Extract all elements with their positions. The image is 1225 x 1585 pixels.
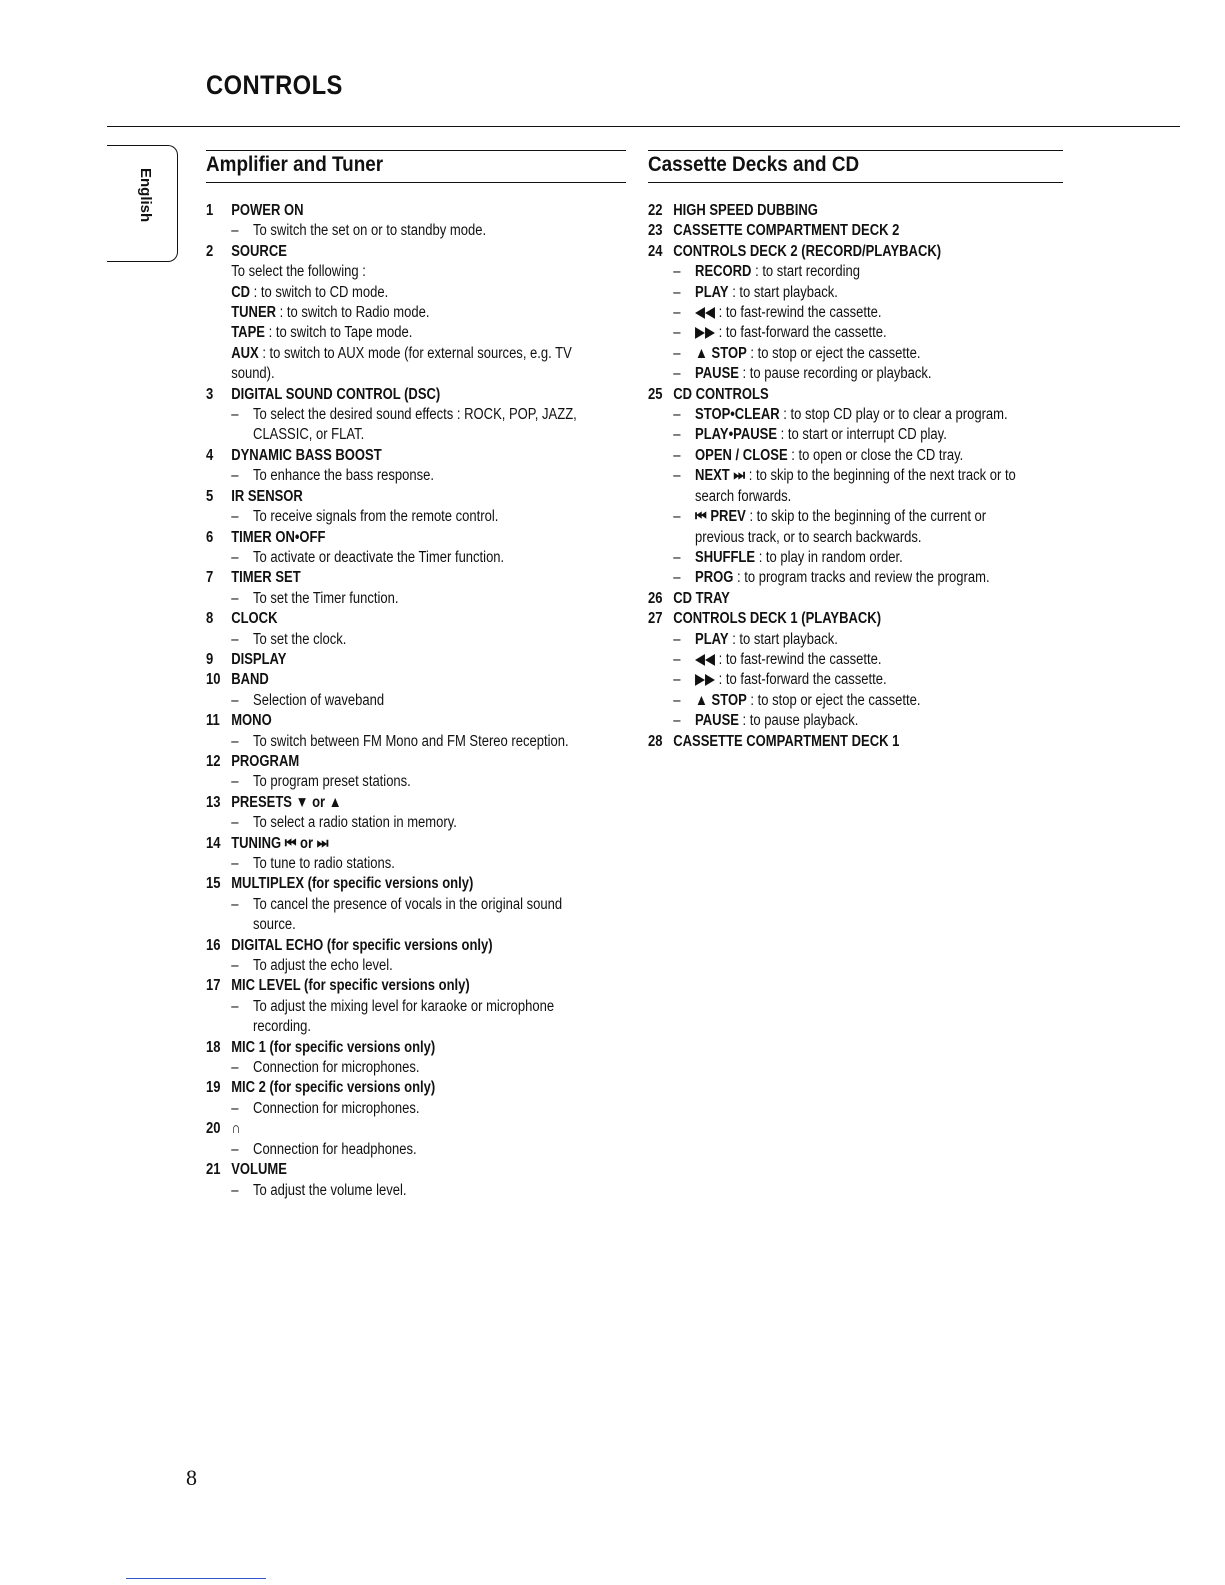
control-desc: search forwards.: [695, 487, 792, 505]
control-desc: – To cancel the presence of vocals in the original sound: [231, 895, 563, 913]
cassette-cd-section: [648, 150, 1063, 752]
control-desc: – PLAY : to start playback.: [673, 283, 838, 301]
control-item-17: 17 MIC LEVEL (for specific versions only): [206, 977, 470, 995]
control-item-10: 10 BAND: [206, 671, 269, 689]
control-item-26: 26 CD TRAY: [648, 589, 730, 607]
control-desc: source.: [253, 916, 296, 934]
page-title: CONTROLS: [206, 70, 343, 100]
control-item-15: 15 MULTIPLEX (for specific versions only): [206, 875, 474, 893]
control-item-24: 24 CONTROLS DECK 2 (RECORD/PLAYBACK): [648, 242, 942, 260]
control-item-7: 7 TIMER SET: [206, 569, 301, 587]
control-item-4: 4 DYNAMIC BASS BOOST: [206, 446, 382, 464]
control-item-1: 1 POWER ON: [206, 202, 304, 219]
control-item-22: 22 HIGH SPEED DUBBING: [648, 202, 818, 219]
control-desc: – To switch between FM Mono and FM Stereo reception.: [231, 732, 569, 750]
control-item-23: 23 CASSETTE COMPARTMENT DECK 2: [648, 222, 900, 240]
control-desc: – RECORD : to start recording: [673, 263, 861, 281]
control-item-9: 9 DISPLAY: [206, 650, 287, 668]
control-item-6: 6 TIMER ON•OFF: [206, 528, 326, 546]
control-item-20: 20 ∩: [206, 1120, 241, 1138]
control-desc: previous track, or to search backwards.: [695, 528, 922, 546]
control-desc: – ▶▶ : to fast-forward the cassette.: [673, 324, 887, 342]
control-item-14: 14 TUNING ⏮ or ⏭: [206, 834, 329, 852]
control-desc: – STOP•CLEAR : to stop CD play or to clear a program.: [673, 406, 1008, 424]
fast-forward-icon: ▶▶: [695, 324, 716, 342]
rewind-icon: ◀◀: [695, 304, 716, 322]
control-desc: – ▲ STOP : to stop or eject the cassette.: [673, 344, 921, 362]
control-desc: – OPEN / CLOSE : to open or close the CD tray.: [673, 446, 964, 464]
control-desc: TUNER : to switch to Radio mode.: [231, 304, 430, 322]
control-desc: sound).: [231, 365, 275, 383]
section-heading: Amplifier and Tuner: [206, 150, 626, 183]
control-item-5: 5 IR SENSOR: [206, 487, 303, 505]
control-desc: – To switch the set on or to standby mode.: [231, 222, 487, 240]
headphones-icon: ∩: [231, 1120, 241, 1138]
control-desc: – To enhance the bass response.: [231, 467, 435, 485]
control-desc: – SHUFFLE : to play in random order.: [673, 548, 903, 566]
control-desc: – PAUSE : to pause playback.: [673, 712, 859, 730]
control-desc: CD : to switch to CD mode.: [231, 283, 389, 301]
control-desc: – To activate or deactivate the Timer function.: [231, 548, 505, 566]
amplifier-tuner-section: [206, 150, 626, 1201]
control-desc: To select the following :: [231, 263, 366, 281]
language-tab-label: English: [137, 168, 154, 223]
control-item-18: 18 MIC 1 (for specific versions only): [206, 1038, 436, 1056]
control-desc: CLASSIC, or FLAT.: [253, 426, 365, 444]
control-item-12: 12 PROGRAM: [206, 752, 300, 770]
control-item-19: 19 MIC 2 (for specific versions only): [206, 1079, 436, 1097]
title-divider: [107, 126, 1180, 127]
control-desc: – ▲ STOP : to stop or eject the cassette.: [673, 691, 921, 709]
control-item-2: 2 SOURCE: [206, 242, 287, 260]
control-item-13: 13 PRESETS ▼ or ▲: [206, 793, 342, 811]
control-desc: – To select the desired sound effects : ROCK, POP, JAZZ,: [231, 406, 577, 424]
control-desc: – Connection for microphones.: [231, 1099, 420, 1117]
control-item-27: 27 CONTROLS DECK 1 (PLAYBACK): [648, 610, 882, 628]
control-desc: TAPE : to switch to Tape mode.: [231, 324, 413, 342]
control-desc: AUX : to switch to AUX mode (for external sources, e.g. TV: [231, 344, 572, 362]
control-desc: – Connection for microphones.: [231, 1059, 420, 1077]
control-desc: – Selection of waveband: [231, 691, 385, 709]
control-item-25: 25 CD CONTROLS: [648, 385, 769, 403]
control-desc: – To select a radio station in memory.: [231, 814, 457, 832]
control-desc: – To adjust the echo level.: [231, 957, 393, 975]
language-tab: [107, 145, 178, 262]
control-desc: – Connection for headphones.: [231, 1140, 417, 1158]
footer-rule: [126, 1578, 266, 1579]
control-desc: – PAUSE : to pause recording or playback.: [673, 365, 932, 383]
control-desc: – NEXT ⏭ : to skip to the beginning of the next track or to: [673, 467, 1016, 485]
control-desc: – ◀◀ : to fast-rewind the cassette.: [673, 650, 882, 668]
control-desc: – PLAY•PAUSE : to start or interrupt CD play.: [673, 426, 947, 444]
control-desc: – To adjust the volume level.: [231, 1181, 407, 1199]
control-item-21: 21 VOLUME: [206, 1161, 287, 1179]
control-desc: – To set the clock.: [231, 630, 347, 648]
control-item-8: 8 CLOCK: [206, 610, 278, 628]
control-desc: – ◀◀ : to fast-rewind the cassette.: [673, 304, 882, 322]
control-desc: – ⏮ PREV : to skip to the beginning of the current or: [673, 508, 987, 526]
control-item-16: 16 DIGITAL ECHO (for specific versions only): [206, 936, 493, 954]
page-number: 8: [186, 1465, 197, 1490]
control-item-11: 11 MONO: [206, 712, 272, 730]
control-desc: – To receive signals from the remote control.: [231, 508, 499, 526]
control-desc: – To program preset stations.: [231, 773, 411, 791]
rewind-icon: ◀◀: [695, 650, 716, 668]
control-desc: – PROG : to program tracks and review the program.: [673, 569, 990, 587]
section-heading: Cassette Decks and CD: [648, 150, 1063, 183]
control-desc: – To set the Timer function.: [231, 589, 399, 607]
fast-forward-icon: ▶▶: [695, 671, 716, 689]
control-item-28: 28 CASSETTE COMPARTMENT DECK 1: [648, 732, 900, 750]
control-desc: – ▶▶ : to fast-forward the cassette.: [673, 671, 887, 689]
control-item-3: 3 DIGITAL SOUND CONTROL (DSC): [206, 385, 441, 403]
control-desc: – To tune to radio stations.: [231, 855, 395, 872]
control-desc: – To adjust the mixing level for karaoke or microphone: [231, 997, 555, 1015]
control-desc: – PLAY : to start playback.: [673, 630, 838, 648]
control-desc: recording.: [253, 1018, 311, 1036]
